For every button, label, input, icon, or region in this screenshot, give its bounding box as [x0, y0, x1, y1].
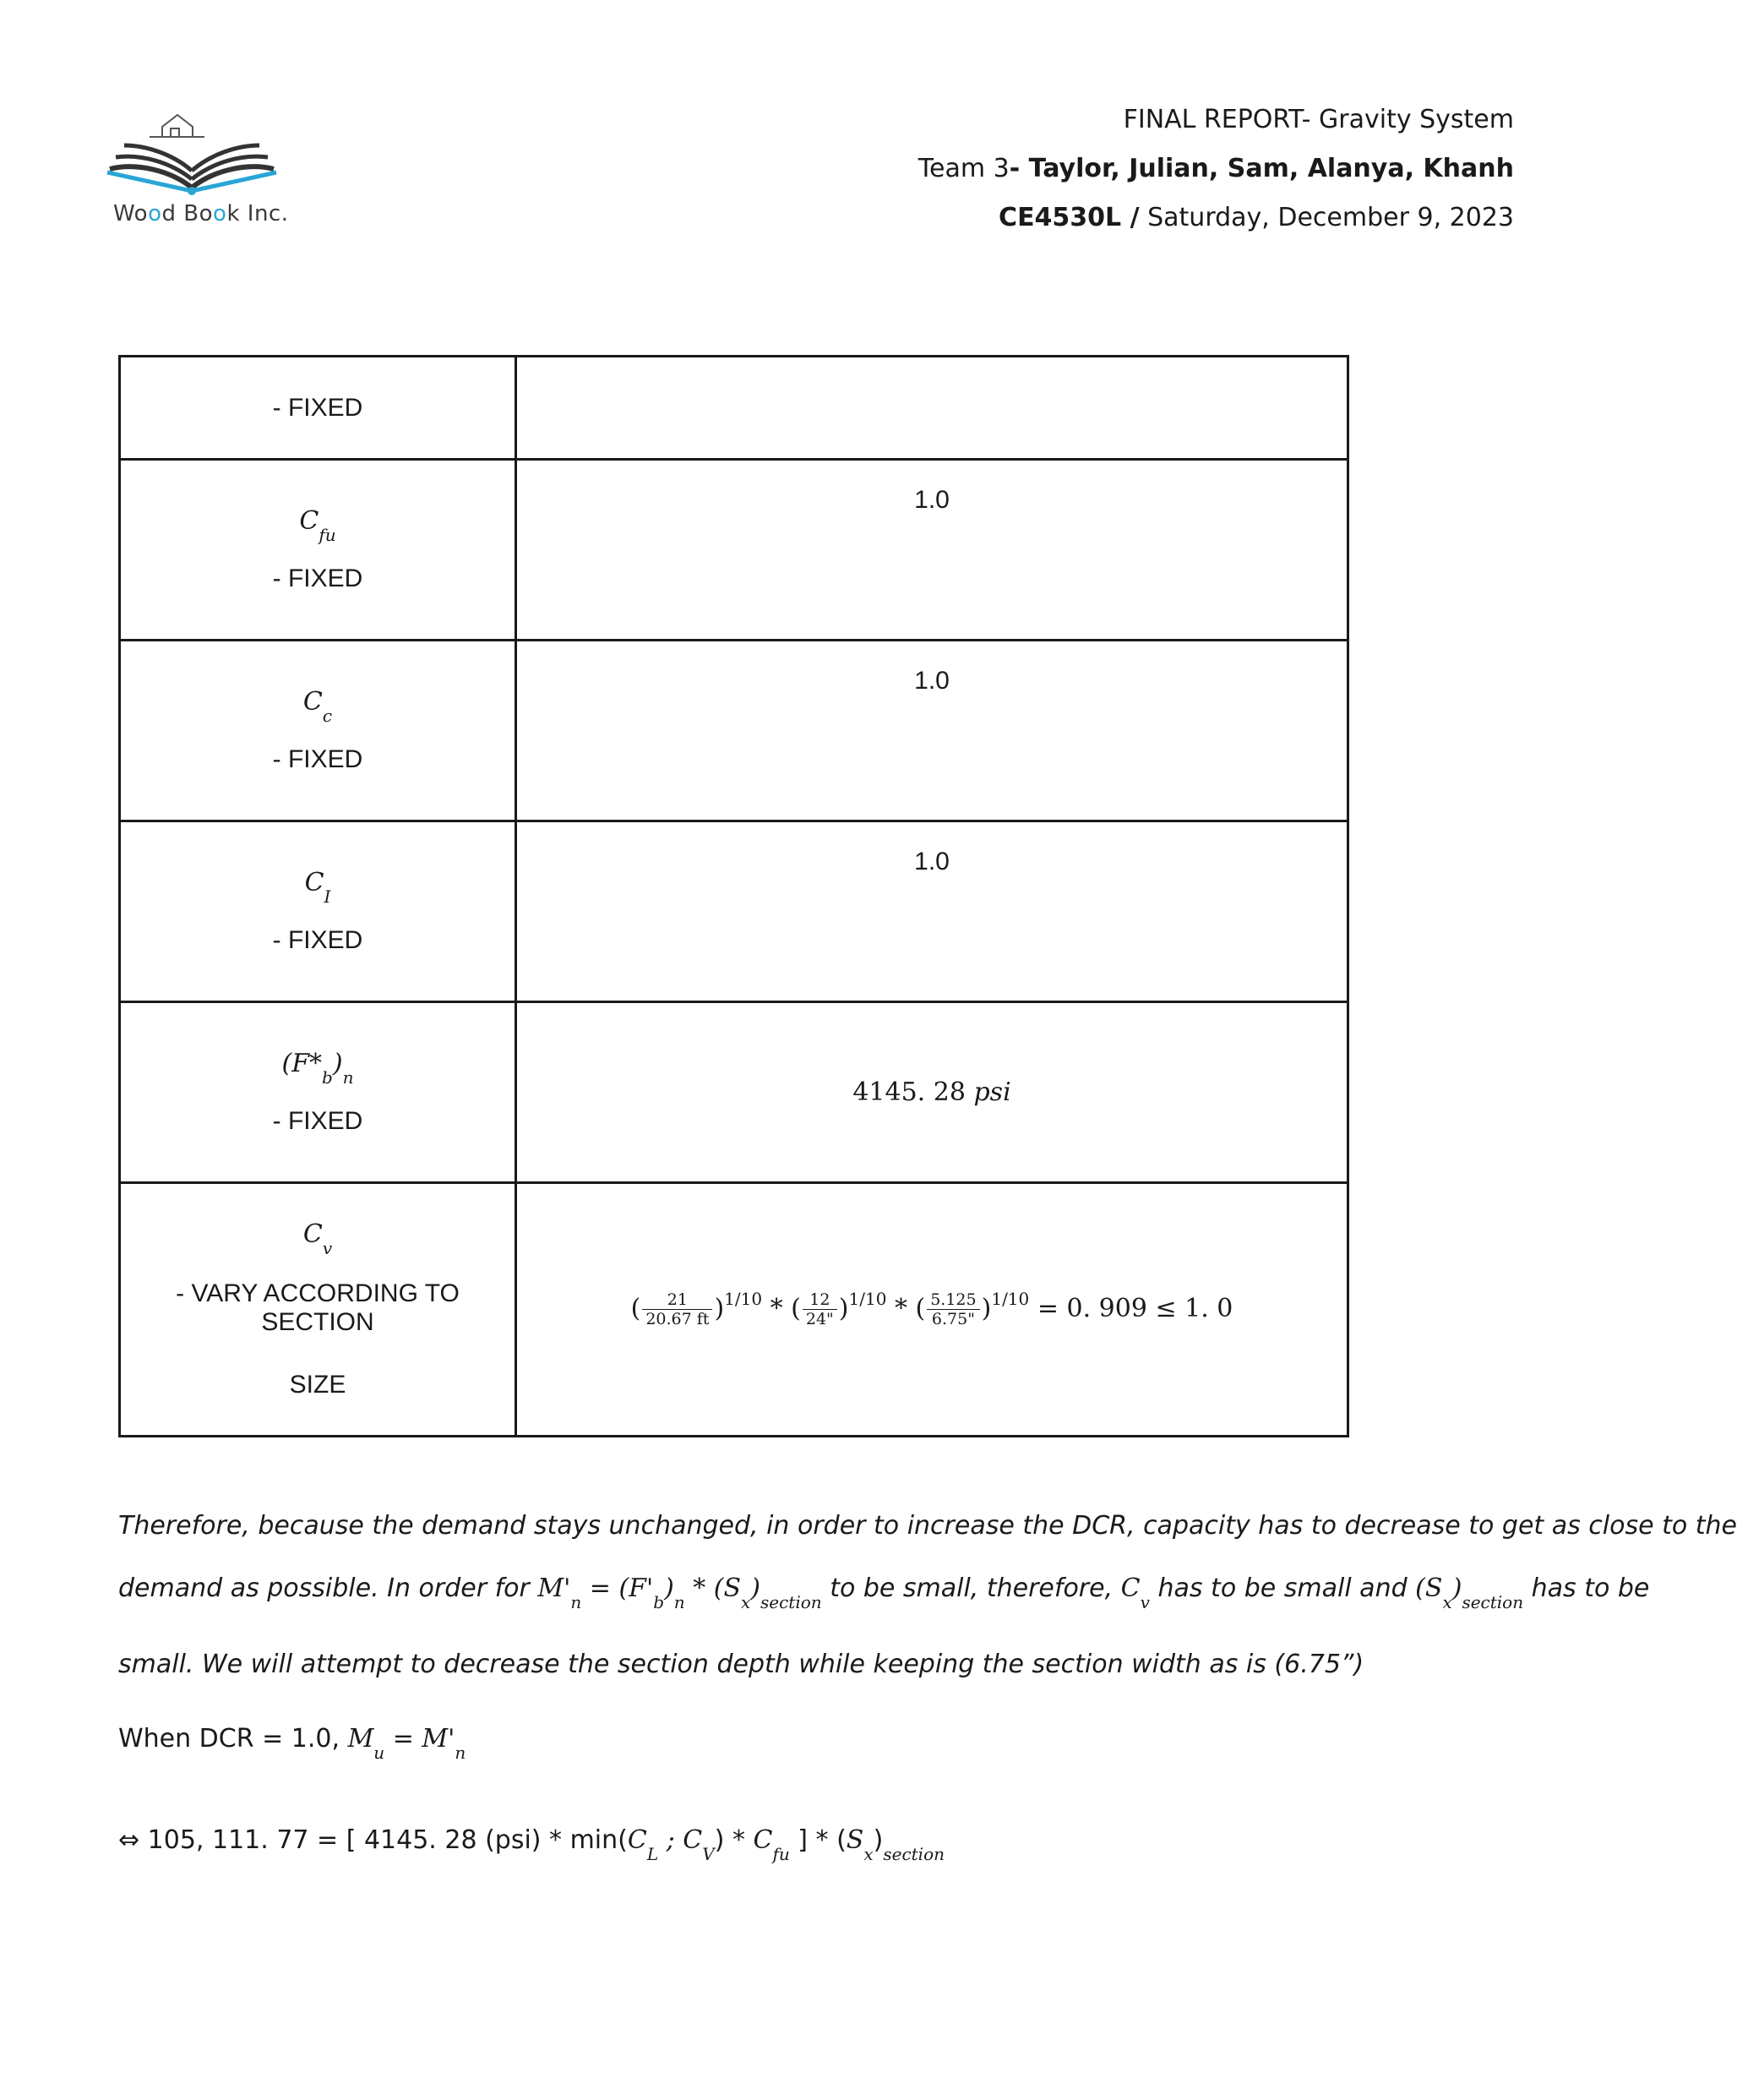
cv-symbol: $C_v$	[302, 1219, 333, 1258]
paragraph-line: demand as possible. In order for $M'_n = (F'_b)_n * (S_x)_{section}$ to be small, therefore, $C_v$ has to be small and $(S_x)_{section}$ has to be	[118, 1574, 1650, 1612]
cv-formula: ( $\frac{21}{20.67 ft}$ )$^{1/10}$ * ( $\frac{12}{24"}$ )$^{1/10}$ * ( $\frac{5.125}{6.75"}$ )$^{1/10}$ = 0. 909 ≤ 1. 0	[630, 1288, 1233, 1328]
table-row	[120, 460, 1348, 641]
logo-text: Wood Book Inc.	[113, 201, 289, 226]
book-house-icon	[103, 103, 280, 196]
param-value-cell: 1.0	[516, 641, 1348, 821]
table-row	[120, 1183, 1348, 1437]
factors-table	[118, 355, 1349, 1437]
report-title: FINAL REPORT- Gravity System	[1123, 105, 1514, 134]
fb-star-symbol: $(F*_b)_n$	[281, 1049, 354, 1088]
param-label-cell: $C_I$ - FIXED	[120, 821, 516, 1002]
dcr-condition: When DCR = 1.0, $M_u = M'_n$	[118, 1724, 466, 1763]
param-value-cell: 4145. 28 psi	[516, 1002, 1348, 1183]
cfu-symbol: $C_{fu}$	[299, 506, 336, 545]
param-label-cell: $C_v$ - VARY ACCORDING TO SECTION SIZE	[120, 1183, 516, 1437]
param-value-cell	[516, 357, 1348, 460]
param-label-cell: $C_c$ - FIXED	[120, 641, 516, 821]
capacity-equation: ⇔ 105, 111. 77 = [ 4145. 28 $(psi) * \min(C_L$ ; $C_V) * C_{fu}$ ] * $(S_x)_{section}$	[118, 1825, 945, 1864]
course-date-line: CE4530L / Saturday, December 9, 2023	[999, 203, 1514, 232]
param-label-cell: $(F*_b)_n$ - FIXED	[120, 1002, 516, 1183]
table-row	[120, 1002, 1348, 1183]
table-row	[120, 641, 1348, 821]
param-value-cell: 1.0	[516, 460, 1348, 641]
team-line: Team 3- Taylor, Julian, Sam, Alanya, Khanh	[918, 154, 1514, 183]
paragraph-line: small. We will attempt to decrease the section depth while keeping the section width as is (6.75”)	[118, 1650, 1364, 1679]
ci-symbol: $C_I$	[304, 868, 331, 907]
param-value-cell: 1.0	[516, 821, 1348, 1002]
cc-symbol: $C_c$	[302, 687, 333, 726]
param-label-cell: $C_{fu}$ - FIXED	[120, 460, 516, 641]
table-row	[120, 357, 1348, 460]
paragraph-line: Therefore, because the demand stays unchanged, in order to increase the DCR, capacity has to decrease to get as close to the	[118, 1511, 1737, 1541]
param-label-cell: - FIXED	[120, 357, 516, 460]
company-logo	[103, 103, 289, 230]
table-row	[120, 821, 1348, 1002]
cv-formula-cell	[516, 1183, 1348, 1437]
